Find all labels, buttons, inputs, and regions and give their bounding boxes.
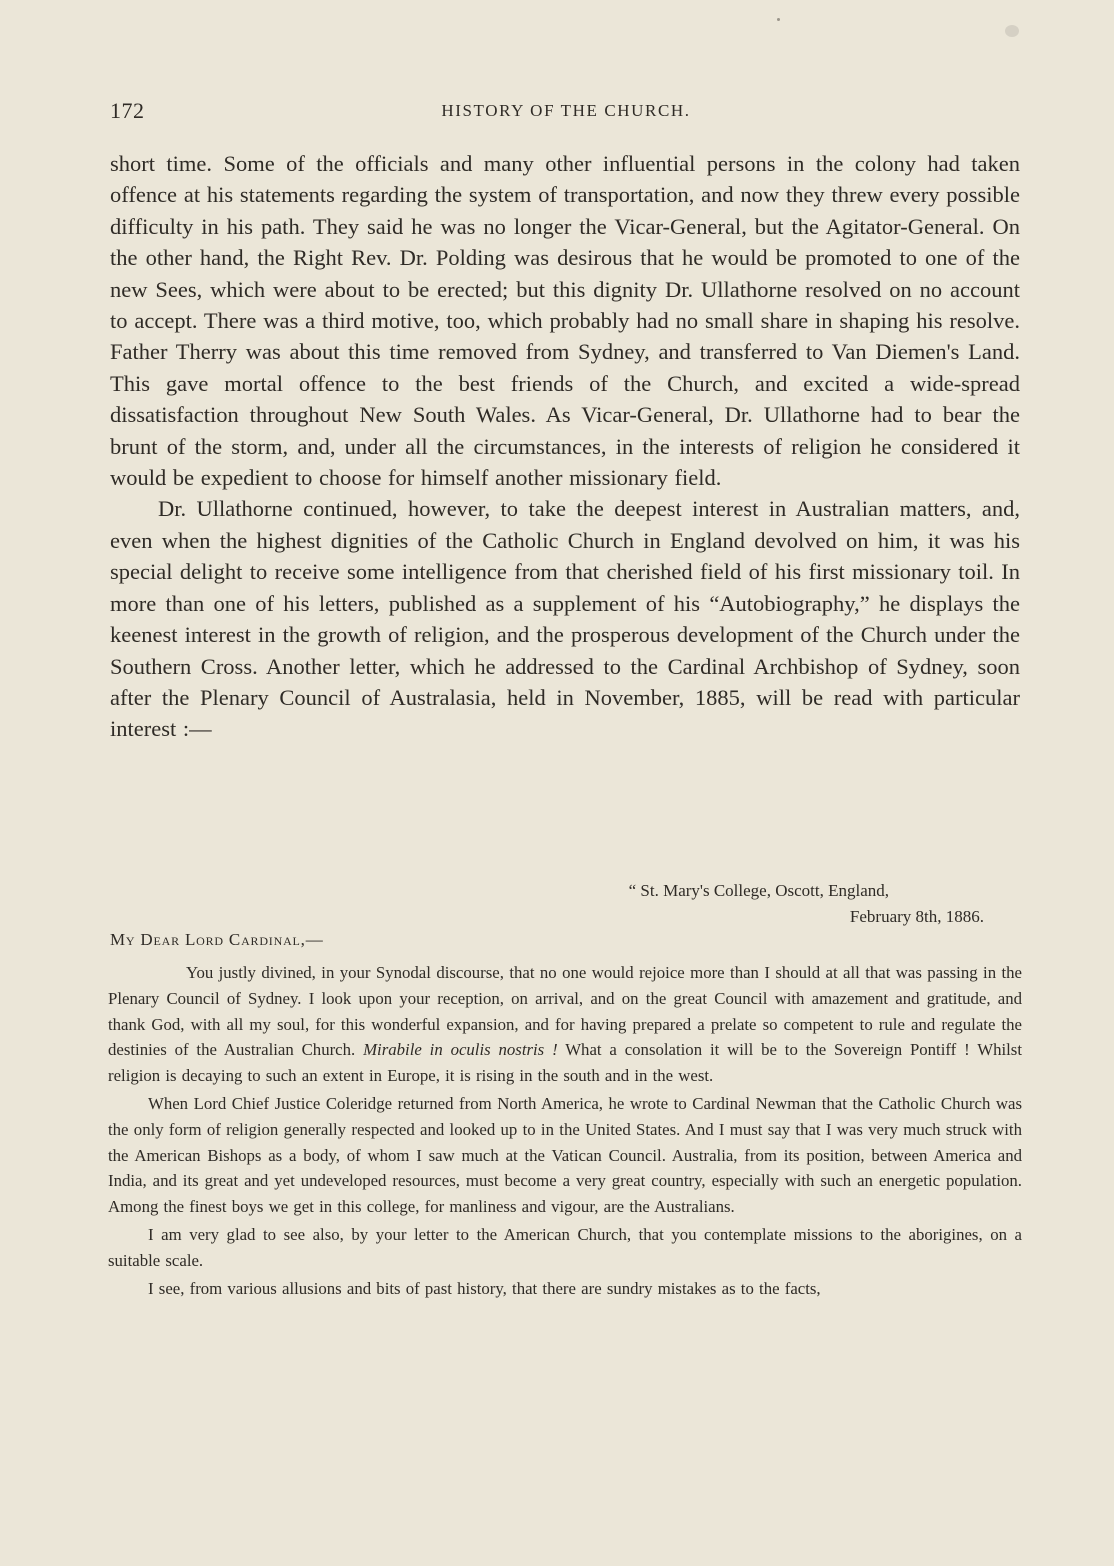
letter-text: You justly divined, in your Synodal discourse, that no one would rejoice more than I should at all that was passing in the Plenary Council of Sydney. I look upon your reception, on arrival, and on the great Council with amazement and gratitude, and thank God, with all my soul, for this wonderful expansion, and for having prepared a prelate so competent to rule and regulate the destinies of the Australian Church. xyxy=(108,963,1022,1060)
body-paragraph: short time. Some of the officials and many other influential persons in the colony had taken offence at his statements regarding the system of transportation, and now they threw every possible difficulty in his path. They said he was no longer the Vicar-General, but the Agitator-General. On the other hand, the Right Rev. Dr. Polding was desirous that he would be promoted to one of the new Sees, which were about to be erected; but this dignity Dr. Ullathorne resolved on no account to accept. There was a third motive, too, which probably had no small share in shaping his resolve. Father Therry was about this time removed from Sydney, and transferred to Van Diemen's Land. This gave mortal offence to the best friends of the Church, and excited a wide-spread dissatisfaction throughout New South Wales. As Vicar-General, Dr. Ullathorne had to bear the brunt of the storm, and, under all the circumstances, in the interests of religion he considered it would be expedient to choose for himself another missionary field. xyxy=(110,151,1020,491)
letter-paragraph xyxy=(108,960,1022,1089)
letter-salutation: My Dear Lord Cardinal,— xyxy=(110,930,324,949)
letter-body xyxy=(108,960,1022,1303)
paper-speck xyxy=(777,18,780,21)
letter-text: What a consolation it will be to the Sovereign Pontiff ! Whilst religion is decaying to such an extent in Europe, it is rising in the south and in the west. xyxy=(108,1040,1023,1086)
letter-address: “ St. Mary's College, Oscott, England, xyxy=(628,881,889,900)
latin-phrase: Mirabile in oculis nostris ! xyxy=(363,1040,558,1060)
paper-speck xyxy=(1005,25,1019,37)
running-head xyxy=(110,98,1022,126)
body-text xyxy=(110,148,1020,745)
body-paragraph: Dr. Ullathorne continued, however, to take the deepest interest in Australian matters, and, even when the highest dignities of the Catholic Church in England devolved on him, it was his special delight to receive some intelligence from that cherished field of his first missionary toil. In more than one of his letters, published as a supplement of his “Autobiography,” he displays the keenest interest in the growth of religion, and the prosperous development of the Church under the Southern Cross. Another letter, which he addressed to the Cardinal Archbishop of Sydney, soon after the Plenary Council of Australasia, held in November, 1885, will be read with particular interest :— xyxy=(110,496,1020,742)
running-title: HISTORY OF THE CHURCH. xyxy=(441,101,691,120)
letter-paragraph: When Lord Chief Justice Coleridge returned from North America, he wrote to Cardinal Newman that the Catholic Church was the only form of religion generally respected and looked up to in the United States. And I must say that I was very much struck with the American Bishops as a body, of whom I saw much at the Vatican Council. Australia, from its position, between America and India, and its great and yet undeveloped resources, must become a very great country, especially with such an energetic population. Among the finest boys we get in this college, for manliness and vigour, are the Australians. xyxy=(108,1093,1022,1217)
letter-paragraph: I am very glad to see also, by your letter to the American Church, that you contemplate missions to the aborigines, on a suitable scale. xyxy=(108,1224,1022,1270)
letter-date: February 8th, 1886. xyxy=(849,907,984,926)
letter-heading xyxy=(110,878,984,930)
page-number: 172 xyxy=(110,98,145,123)
letter-paragraph: I see, from various allusions and bits of past history, that there are sundry mistakes as to the facts, xyxy=(148,1278,821,1298)
